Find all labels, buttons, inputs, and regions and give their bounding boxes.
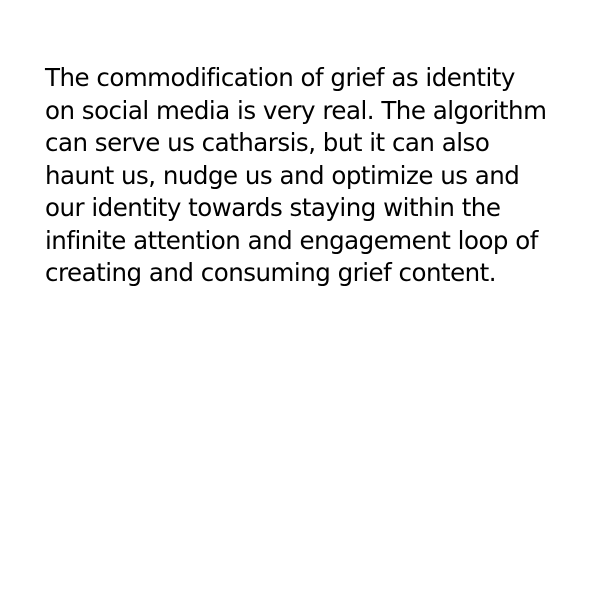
quote-line-2: on social media is very real. The algorithm [45, 95, 547, 125]
quote-line-7: creating and consuming grief content. [45, 258, 497, 287]
quote-line-1: The commodification of grief as identity [45, 63, 515, 92]
quote-line-6: infinite attention and engagement loop of [45, 225, 538, 255]
quote-line-5: our identity towards staying within the [45, 193, 501, 222]
quote-line-4: haunt us, nudge us and optimize us and [45, 160, 520, 190]
quote-text [45, 62, 565, 290]
quote-line-3: can serve us catharsis, but it can also [45, 128, 490, 157]
